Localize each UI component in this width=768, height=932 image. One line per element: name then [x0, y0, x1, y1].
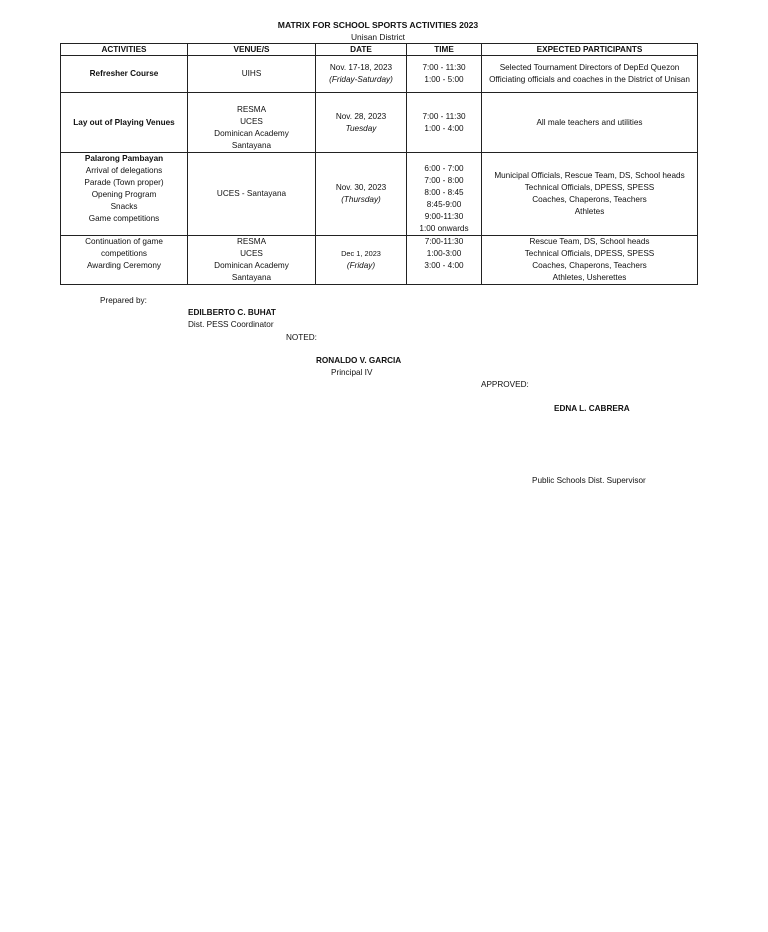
venue-line: Santayana [231, 273, 272, 282]
venue-line: RESMA [236, 105, 267, 114]
time-line: 9:00-11:30 [424, 212, 464, 221]
venue-line: Dominican Academy [214, 261, 289, 270]
date-cell [316, 153, 407, 236]
table-row [61, 153, 698, 236]
venue-cell [188, 93, 316, 153]
prepared-by-label: Prepared by: [100, 296, 147, 305]
time-line: 7:00 - 11:30 [422, 63, 466, 72]
document-title: MATRIX FOR SCHOOL SPORTS ACTIVITIES 2023 [277, 20, 479, 30]
activity-line: Game competitions [88, 214, 160, 223]
participants-cell [482, 153, 698, 236]
activity-line: competitions [101, 249, 147, 258]
header-expected-participants: EXPECTED PARTICIPANTS [482, 44, 698, 56]
date-line: Nov. 28, 2023 [335, 111, 387, 121]
activity-line: Opening Program [91, 190, 157, 199]
activity-line: Lay out of Playing Venues [73, 117, 175, 127]
time-line: 7:00-11:30 [424, 237, 464, 246]
time-line: 8:45-9:00 [426, 200, 462, 209]
time-line: 8:00 - 8:45 [424, 188, 464, 197]
time-line: 1:00 onwards [419, 224, 469, 233]
activity-line: Palarong Pambayan [84, 154, 164, 163]
district-subtitle: Unisan District [351, 32, 405, 42]
day-line: (Friday-Saturday) [329, 75, 393, 84]
participant-line: Rescue Team, DS, School heads [529, 237, 650, 246]
venue-line: UIHS [241, 69, 262, 78]
activity-line: Refresher Course [89, 69, 159, 78]
time-cell [407, 93, 482, 153]
participant-line: Athletes, Usherettes [552, 273, 627, 282]
day-line: (Friday) [346, 261, 376, 270]
header-venues: VENUE/S [188, 44, 316, 56]
approver-name: EDNA L. CABRERA [554, 404, 630, 413]
date-cell [316, 93, 407, 153]
participant-line: Technical Officials, DPESS, SPESS [524, 183, 655, 192]
table-row [61, 93, 698, 153]
preparer-name: EDILBERTO C. BUHAT [188, 308, 276, 317]
venue-line: UCES [240, 249, 263, 258]
day-line: Tuesday [345, 123, 377, 133]
venue-cell [188, 153, 316, 236]
participant-line: Technical Officials, DPESS, SPESS [524, 249, 655, 258]
participant-line: Athletes [574, 207, 605, 216]
activities-cell [61, 93, 188, 153]
activity-line: Parade (Town proper) [84, 178, 164, 187]
venue-line: Dominican Academy [214, 129, 289, 138]
approved-label: APPROVED: [481, 380, 529, 389]
participant-line: All male teachers and utilities [536, 117, 643, 127]
participants-cell [482, 93, 698, 153]
venue-cell [188, 236, 316, 285]
participant-line: Municipal Officials, Rescue Team, DS, School heads [494, 171, 685, 180]
header-date: DATE [316, 44, 407, 56]
venue-cell [188, 56, 316, 93]
header-activities: ACTIVITIES [61, 44, 188, 56]
noter-name: RONALDO V. GARCIA [316, 356, 402, 365]
time-cell [407, 153, 482, 236]
activity-line: Continuation of game [85, 237, 163, 246]
table-header-row [61, 44, 698, 56]
activities-matrix-table [60, 43, 698, 285]
activity-line: Arrival of delegations [85, 166, 163, 175]
time-line: 6:00 - 7:00 [424, 164, 464, 173]
participants-cell [482, 56, 698, 93]
preparer-title: Dist. PESS Coordinator [188, 320, 274, 329]
date-cell [316, 56, 407, 93]
table-row [61, 56, 698, 93]
participant-line: Officiating officials and coaches in the District of Unisan [489, 75, 690, 84]
participant-line: Coaches, Chaperons, Teachers [532, 195, 647, 204]
date-line: Dec 1, 2023 [341, 249, 381, 258]
venue-line: RESMA [236, 237, 267, 246]
venue-line: UCES - Santayana [216, 189, 287, 198]
date-line: Nov. 17-18, 2023 [329, 63, 393, 72]
day-line: (Thursday) [341, 195, 381, 204]
time-cell [407, 236, 482, 285]
participants-cell [482, 236, 698, 285]
header-time: TIME [407, 44, 482, 56]
time-line: 7:00 - 11:30 [422, 111, 466, 121]
time-line: 3:00 - 4:00 [424, 261, 464, 270]
time-line: 1:00 - 4:00 [424, 123, 464, 133]
venue-line: UCES [240, 117, 263, 126]
activity-line: Awarding Ceremony [86, 261, 162, 270]
date-line: Nov. 30, 2023 [335, 183, 387, 192]
approver-title: Public Schools Dist. Supervisor [532, 476, 646, 485]
time-line: 1:00-3:00 [426, 249, 462, 258]
activity-line: Snacks [110, 202, 138, 211]
venue-line: Santayana [231, 141, 272, 150]
time-line: 7:00 - 8:00 [424, 176, 464, 185]
noted-label: NOTED: [286, 333, 317, 342]
table-row [61, 236, 698, 285]
time-cell [407, 56, 482, 93]
participant-line: Selected Tournament Directors of DepEd Quezon [499, 63, 680, 72]
activities-cell [61, 153, 188, 236]
date-cell [316, 236, 407, 285]
noter-title: Principal IV [331, 368, 373, 377]
activities-cell [61, 236, 188, 285]
participant-line: Coaches, Chaperons, Teachers [532, 261, 647, 270]
time-line: 1:00 - 5:00 [424, 75, 464, 84]
activities-cell [61, 56, 188, 93]
